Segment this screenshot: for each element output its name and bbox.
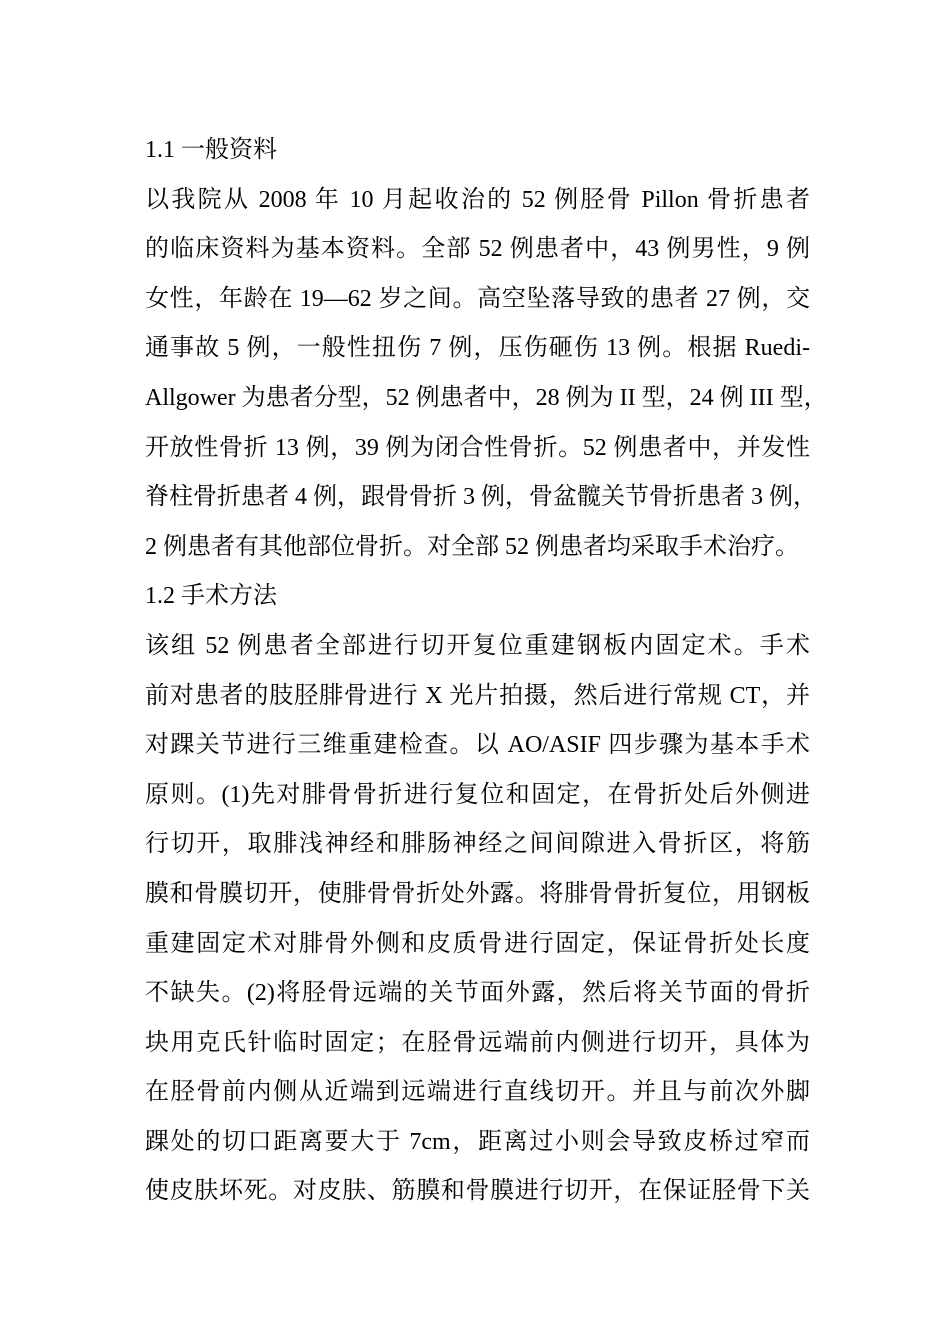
paragraph-line: 踝处的切口距离要大于 7cm，距离过小则会导致皮桥过窄而 [145, 1128, 810, 1155]
paragraph-line: 开放性骨折 13 例，39 例为闭合性骨折。52 例患者中，并发性 [145, 434, 810, 461]
paragraph-line: 前对患者的肢胫腓骨进行 X 光片拍摄，然后进行常规 CT，并 [145, 682, 810, 709]
section-heading-general-info: 1.1 一般资料 [145, 137, 277, 163]
paragraph-line: 在胫骨前内侧从近端到远端进行直线切开。并且与前次外脚 [145, 1079, 810, 1106]
paragraph-line: 重建固定术对腓骨外侧和皮质骨进行固定，保证骨折处长度 [145, 930, 810, 957]
section-heading-surgical-method: 1.2 手术方法 [145, 583, 277, 610]
paragraph-line: 脊柱骨折患者 4 例，跟骨骨折 3 例，骨盆髋关节骨折患者 3 例， [145, 484, 817, 511]
paragraph-line: 该组 52 例患者全部进行切开复位重建钢板内固定术。手术 [145, 632, 810, 659]
paragraph-line: 块用克氏针临时固定；在胫骨远端前内侧进行切开，具体为 [145, 1029, 810, 1056]
paragraph-line: 以我院从 2008 年 10 月起收治的 52 例胫骨 Pillon 骨折患者 [145, 186, 810, 213]
paragraph-line: 对踝关节进行三维重建检查。以 AO/ASIF 四步骤为基本手术 [145, 732, 810, 759]
paragraph-line: 膜和骨膜切开，使腓骨骨折处外露。将腓骨骨折复位，用钢板 [145, 880, 810, 907]
paragraph-line: 的临床资料为基本资料。全部 52 例患者中，43 例男性，9 例 [145, 236, 810, 263]
paragraph-line: 行切开，取腓浅神经和腓肠神经之间间隙进入骨折区，将筋 [145, 831, 810, 858]
paragraph-line: 通事故 5 例，一般性扭伤 7 例，压伤砸伤 13 例。根据 Ruedi- [145, 335, 810, 362]
paragraph-line: 2 例患者有其他部位骨折。对全部 52 例患者均采取手术治疗。 [145, 533, 799, 560]
paragraph-line: 女性，年龄在 19—62 岁之间。高空坠落导致的患者 27 例，交 [145, 285, 810, 312]
paragraph-line: Allgower 为患者分型，52 例患者中，28 例为 II 型，24 例 III 型， [145, 384, 828, 411]
document-body [145, 126, 828, 1217]
paragraph-line: 使皮肤坏死。对皮肤、筋膜和骨膜进行切开，在保证胫骨下关 [145, 1178, 810, 1205]
paragraph-line: 不缺失。(2)将胫骨远端的关节面外露，然后将关节面的骨折 [145, 980, 810, 1007]
paragraph-line: 原则。(1)先对腓骨骨折进行复位和固定，在骨折处后外侧进 [145, 781, 810, 808]
